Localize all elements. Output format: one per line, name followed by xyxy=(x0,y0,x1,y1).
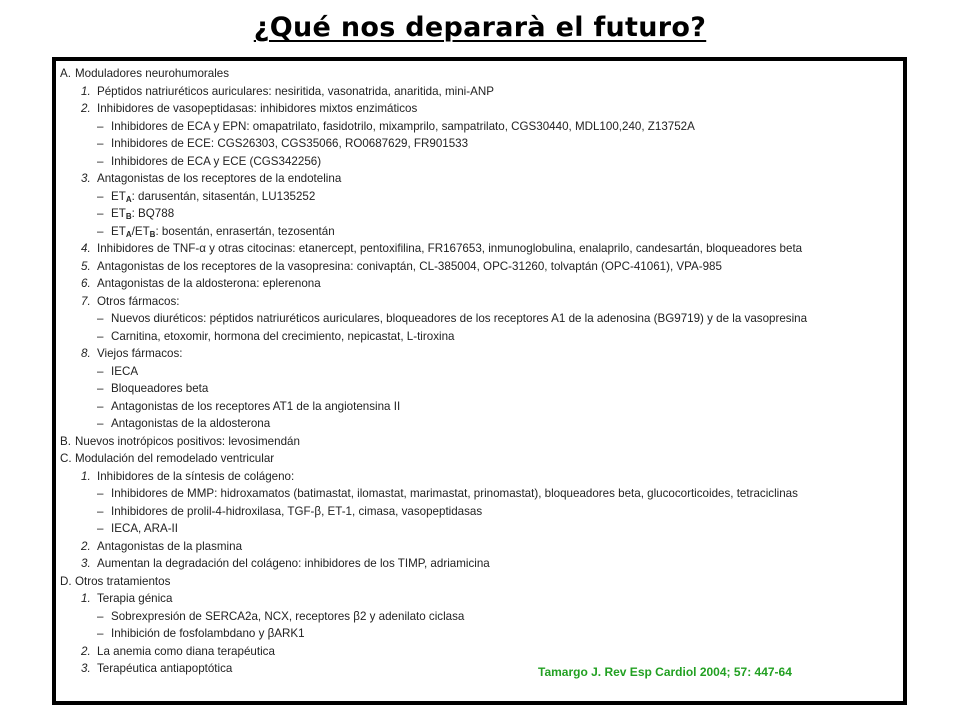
sub-item xyxy=(60,625,807,643)
item-text: Inhibición de fosfolambdano y βARK1 xyxy=(111,627,305,640)
sub-item xyxy=(60,188,807,206)
item-text: Terapia génica xyxy=(97,592,173,605)
section-letter: A. xyxy=(60,67,71,80)
sub-item xyxy=(60,205,807,223)
dash: – xyxy=(97,137,104,150)
section-letter: C. xyxy=(60,452,72,465)
list-item xyxy=(60,170,807,188)
dash: – xyxy=(97,329,104,343)
item-text: : BQ788 xyxy=(131,207,175,220)
dash: – xyxy=(97,609,104,623)
item-text: Antagonistas de la aldosterona: eplerenona xyxy=(97,277,321,290)
dash: – xyxy=(97,399,104,413)
sub-item xyxy=(60,608,807,626)
item-number: 6. xyxy=(81,277,91,290)
sub-item xyxy=(60,415,807,433)
item-text: Antagonistas de los receptores de la endotelina xyxy=(97,172,342,185)
item-text: Inhibidores de vasopeptidasas: inhibidores mixtos enzimáticos xyxy=(97,102,418,115)
treatment-list xyxy=(60,65,807,678)
list-item xyxy=(60,468,807,486)
sub-item xyxy=(60,328,807,346)
item-number: 7. xyxy=(81,294,91,308)
item-text: Nuevos diuréticos: péptidos natriuréticos auriculares, bloqueadores de los receptores A1 de la adenosina (BG9719) y de la vasopresina xyxy=(111,312,808,325)
item-text: Carnitina, etoxomir, hormona del crecimiento, nepicastat, L-tiroxina xyxy=(111,329,455,343)
citation: Tamargo J. Rev Esp Cardiol 2004; 57: 447-64 xyxy=(538,665,792,679)
dash: – xyxy=(97,522,104,535)
sub-item xyxy=(60,485,807,503)
sub-item xyxy=(60,503,807,521)
item-text: Inhibidores de ECA y EPN: omapatrilato, fasidotrilo, mixamprilo, sampatrilato, CGS30440, MDL100,240, Z13752A xyxy=(111,119,695,133)
dash: – xyxy=(97,487,104,500)
dash: – xyxy=(97,417,104,430)
item-text: IECA, ARA-II xyxy=(111,522,179,535)
item-text: Aumentan la degradación del colágeno: inhibidores de los TIMP, adriamicina xyxy=(97,557,490,570)
sub-item xyxy=(60,380,807,398)
item-number: 3. xyxy=(81,662,91,675)
item-number: 4. xyxy=(81,242,91,255)
dash: – xyxy=(97,364,104,378)
list-item xyxy=(60,100,807,118)
et-label: ET xyxy=(111,189,126,203)
list-item xyxy=(60,555,807,573)
section-text: Moduladores neurohumorales xyxy=(75,67,230,80)
item-text: Inhibidores de ECE: CGS26303, CGS35066, RO0687629, FR901533 xyxy=(111,137,469,150)
dash: – xyxy=(97,189,104,203)
et-subscript: B xyxy=(149,229,156,239)
item-text: : darusentán, sitasentán, LU135252 xyxy=(131,189,316,203)
dash: – xyxy=(97,312,104,325)
item-text: Otros fármacos: xyxy=(97,294,180,308)
dash: – xyxy=(97,207,104,220)
item-text: La anemia como diana terapéutica xyxy=(97,644,275,658)
sub-item xyxy=(60,398,807,416)
dash: – xyxy=(97,627,104,640)
item-number: 1. xyxy=(81,84,91,98)
section-text: Modulación del remodelado ventricular xyxy=(75,452,275,465)
dash: – xyxy=(97,504,104,518)
section-letter: B. xyxy=(60,434,71,448)
section-a xyxy=(60,65,807,83)
item-number: 1. xyxy=(81,469,91,483)
item-text: Péptidos natriuréticos auriculares: nesiritida, vasonatrida, anaritida, mini-ANP xyxy=(97,84,494,98)
dash: – xyxy=(97,382,104,395)
page-title: ¿Qué nos depararà el futuro? xyxy=(253,12,707,43)
item-text: Inhibidores de TNF-α y otras citocinas: etanercept, pentoxifilina, FR167653, inmunoglobulina, enalaprilo, candesartán, bloqueadores beta xyxy=(97,242,803,255)
item-text: Inhibidores de prolil-4-hidroxilasa, TGF-β, ET-1, cimasa, vasopeptidasas xyxy=(111,504,483,518)
sub-item xyxy=(60,520,807,538)
item-text: Bloqueadores beta xyxy=(111,382,209,395)
list-item xyxy=(60,240,807,258)
section-b xyxy=(60,433,807,451)
sub-item xyxy=(60,118,807,136)
item-number: 3. xyxy=(81,557,91,570)
item-text: Inhibidores de MMP: hidroxamatos (batimastat, ilomastat, marimastat, prinomastat), bloqueadores beta, glucocorticoides, tetraciclinas xyxy=(111,487,798,500)
item-number: 2. xyxy=(81,539,91,553)
item-text: Terapéutica antiapoptótica xyxy=(97,662,233,675)
list-item xyxy=(60,538,807,556)
item-text: IECA xyxy=(111,364,139,378)
item-text: Antagonistas de la plasmina xyxy=(97,539,243,553)
et-label: ET xyxy=(111,207,126,220)
et-label: ET xyxy=(111,224,126,238)
list-item xyxy=(60,590,807,608)
section-d xyxy=(60,573,807,591)
list-item xyxy=(60,345,807,363)
dash: – xyxy=(97,119,104,133)
item-text: Antagonistas de la aldosterona xyxy=(111,417,271,430)
sub-item xyxy=(60,310,807,328)
sub-item xyxy=(60,363,807,381)
list-item xyxy=(60,275,807,293)
section-c xyxy=(60,450,807,468)
section-letter: D. xyxy=(60,574,72,588)
item-number: 5. xyxy=(81,259,91,273)
item-text: Sobrexpresión de SERCA2a, NCX, receptores β2 y adenilato ciclasa xyxy=(111,609,465,623)
sub-item xyxy=(60,153,807,171)
et-subscript: A xyxy=(125,194,132,204)
section-text: Otros tratamientos xyxy=(75,574,171,588)
item-number: 8. xyxy=(81,347,91,360)
item-number: 1. xyxy=(81,592,91,605)
sub-item xyxy=(60,223,807,241)
section-text: Nuevos inotrópicos positivos: levosimendán xyxy=(75,434,300,448)
item-text: Inhibidores de ECA y ECE (CGS342256) xyxy=(111,154,322,168)
item-number: 2. xyxy=(81,102,91,115)
et-subscript: A xyxy=(125,229,132,239)
list-item xyxy=(60,643,807,661)
sub-item xyxy=(60,135,807,153)
et-subscript: B xyxy=(125,212,132,221)
list-item xyxy=(60,83,807,101)
item-number: 3. xyxy=(81,172,91,185)
list-item xyxy=(60,293,807,311)
et-label: ET xyxy=(134,224,150,238)
slash: / xyxy=(131,224,135,238)
list-item xyxy=(60,258,807,276)
dash: – xyxy=(97,154,104,168)
item-text: Antagonistas de los receptores de la vasopresina: conivaptán, CL-385004, OPC-31260, tolvaptán (OPC-41061), VPA-985 xyxy=(97,259,722,273)
dash: – xyxy=(97,224,104,238)
item-text: : bosentán, enrasertán, tezosentán xyxy=(155,224,335,238)
item-text: Viejos fármacos: xyxy=(97,347,183,360)
item-text: Antagonistas de los receptores AT1 de la angiotensina II xyxy=(111,399,401,413)
item-text: Inhibidores de la síntesis de colágeno: xyxy=(97,469,295,483)
item-number: 2. xyxy=(81,644,91,658)
content-table xyxy=(52,57,907,705)
